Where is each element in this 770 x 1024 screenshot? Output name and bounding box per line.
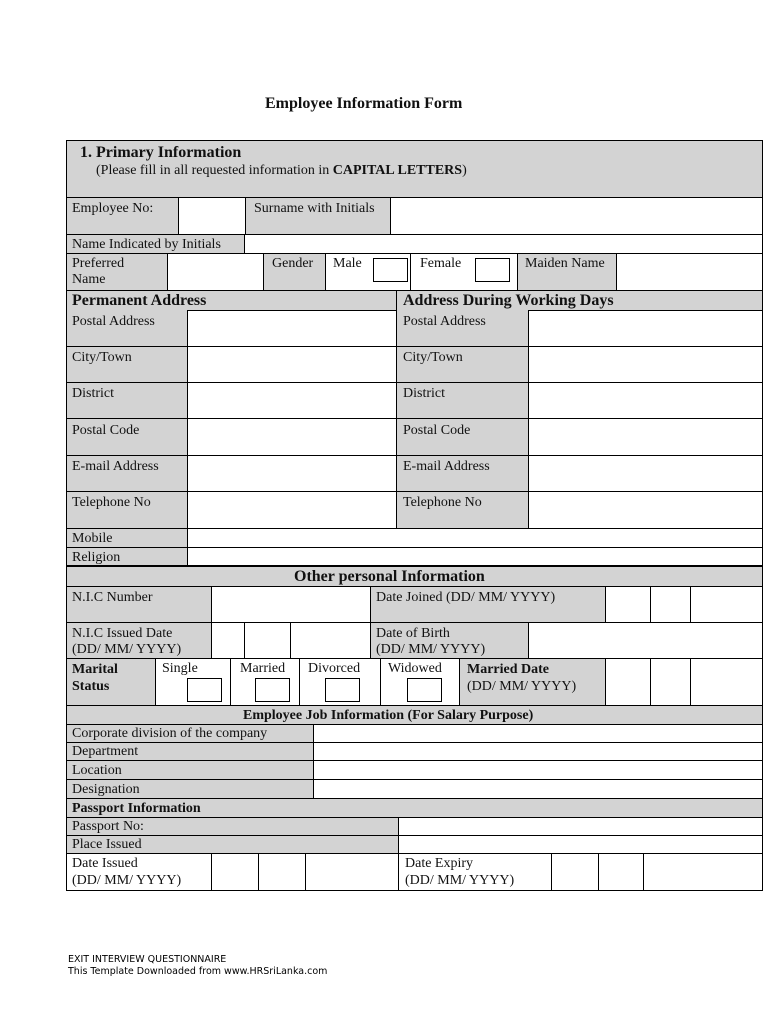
dob-input[interactable]: [528, 622, 763, 659]
single-label: Single: [162, 661, 198, 676]
marital-label-1: Marital: [72, 662, 118, 677]
date-issued-dd[interactable]: [211, 853, 259, 891]
work-telephone-label: Telephone No: [403, 495, 482, 510]
nic-issued-mm[interactable]: [244, 622, 291, 659]
religion-input[interactable]: [187, 547, 763, 566]
dob-label-2: (DD/ MM/ YYYY): [376, 642, 486, 657]
perm-telephone-label: Telephone No: [72, 495, 151, 510]
nic-number-input[interactable]: [211, 586, 371, 623]
date-expiry-mm[interactable]: [598, 853, 644, 891]
employee-no-label: Employee No:: [72, 201, 154, 216]
nic-issued-label-1: N.I.C Issued Date: [72, 626, 173, 641]
footer-line-1: EXIT INTERVIEW QUESTIONNAIRE: [68, 954, 227, 965]
date-expiry-label-2: (DD/ MM/ YYYY): [405, 873, 515, 888]
preferred-name-label-1: Preferred: [72, 256, 125, 271]
nic-number-label: N.I.C Number: [72, 590, 153, 605]
working-address-heading: Address During Working Days: [403, 292, 614, 309]
department-input[interactable]: [313, 742, 763, 761]
nic-issued-yyyy[interactable]: [290, 622, 371, 659]
married-date-yyyy[interactable]: [690, 658, 763, 706]
marital-label-2: Status: [72, 679, 110, 694]
date-joined-yyyy[interactable]: [690, 586, 763, 623]
married-date-label-1: Married Date: [467, 662, 550, 677]
religion-label: Religion: [72, 550, 121, 565]
perm-district-label: District: [72, 386, 114, 401]
work-email-label: E-mail Address: [403, 459, 490, 474]
place-issued-input[interactable]: [398, 835, 763, 854]
work-city-label: City/Town: [403, 350, 463, 365]
nic-issued-label-2: (DD/ MM/ YYYY): [72, 642, 182, 657]
preferred-name-input[interactable]: [167, 253, 264, 291]
personal-info-heading: Other personal Information: [294, 568, 485, 585]
date-issued-label-1: Date Issued: [72, 856, 138, 871]
perm-city-label: City/Town: [72, 350, 132, 365]
maiden-name-input[interactable]: [616, 253, 763, 291]
date-issued-label-2: (DD/ MM/ YYYY): [72, 873, 182, 888]
perm-postal-code-input[interactable]: [187, 418, 397, 456]
single-checkbox[interactable]: [187, 678, 222, 702]
work-district-input[interactable]: [528, 382, 763, 419]
corporate-division-label: Corporate division of the company: [72, 726, 268, 741]
designation-input[interactable]: [313, 779, 763, 799]
female-label: Female: [420, 256, 462, 271]
date-joined-label: Date Joined (DD/ MM/ YYYY): [376, 590, 556, 605]
male-checkbox[interactable]: [373, 258, 408, 282]
work-postal-address-input[interactable]: [528, 310, 763, 347]
female-checkbox[interactable]: [475, 258, 510, 282]
married-date-label-2: (DD/ MM/ YYYY): [467, 679, 577, 694]
perm-email-label: E-mail Address: [72, 459, 159, 474]
surname-label: Surname with Initials: [254, 201, 375, 216]
location-label: Location: [72, 763, 122, 778]
form-title: Employee Information Form: [265, 95, 463, 112]
date-expiry-label-1: Date Expiry: [405, 856, 474, 871]
perm-telephone-input[interactable]: [187, 491, 397, 529]
date-issued-yyyy[interactable]: [305, 853, 399, 891]
male-label: Male: [333, 256, 362, 271]
preferred-name-label-2: Name: [72, 272, 106, 287]
work-email-input[interactable]: [528, 455, 763, 492]
perm-email-input[interactable]: [187, 455, 397, 492]
location-input[interactable]: [313, 760, 763, 780]
married-date-mm[interactable]: [650, 658, 691, 706]
gender-label: Gender: [272, 256, 314, 271]
perm-district-input[interactable]: [187, 382, 397, 419]
primary-info-heading: 1. Primary Information: [80, 144, 242, 161]
primary-info-instruction: (Please fill in all requested information in CAPITAL LETTERS): [96, 163, 467, 178]
date-expiry-dd[interactable]: [551, 853, 599, 891]
designation-label: Designation: [72, 782, 140, 797]
mobile-input[interactable]: [187, 528, 763, 548]
surname-input[interactable]: [390, 197, 763, 235]
work-postal-address-label: Postal Address: [403, 314, 486, 329]
married-date-dd[interactable]: [605, 658, 651, 706]
married-label: Married: [240, 661, 286, 676]
work-postal-code-input[interactable]: [528, 418, 763, 456]
married-checkbox[interactable]: [255, 678, 290, 702]
footer-line-2: This Template Downloaded from www.HRSriLanka.com: [68, 966, 328, 977]
work-district-label: District: [403, 386, 445, 401]
department-label: Department: [72, 744, 139, 759]
passport-no-label: Passport No:: [72, 819, 144, 834]
corporate-division-input[interactable]: [313, 724, 763, 743]
widowed-checkbox[interactable]: [407, 678, 442, 702]
work-postal-code-label: Postal Code: [403, 423, 471, 438]
passport-info-heading: Passport Information: [72, 801, 201, 816]
perm-postal-address-label: Postal Address: [72, 314, 155, 329]
dob-label-1: Date of Birth: [376, 626, 450, 641]
date-issued-mm[interactable]: [258, 853, 306, 891]
date-expiry-yyyy[interactable]: [643, 853, 763, 891]
perm-city-input[interactable]: [187, 346, 397, 383]
name-initials-input[interactable]: [244, 234, 763, 254]
date-joined-mm[interactable]: [650, 586, 691, 623]
nic-issued-dd[interactable]: [211, 622, 245, 659]
permanent-address-heading: Permanent Address: [72, 292, 207, 309]
divorced-label: Divorced: [308, 661, 361, 676]
widowed-label: Widowed: [388, 661, 442, 676]
perm-postal-code-label: Postal Code: [72, 423, 140, 438]
job-info-heading: Employee Job Information (For Salary Purpose): [243, 708, 534, 723]
maiden-name-label: Maiden Name: [525, 256, 605, 271]
divorced-checkbox[interactable]: [325, 678, 360, 702]
employee-no-input[interactable]: [178, 197, 246, 235]
passport-no-input[interactable]: [398, 817, 763, 836]
work-city-input[interactable]: [528, 346, 763, 383]
date-joined-dd[interactable]: [605, 586, 651, 623]
name-initials-label: Name Indicated by Initials: [72, 237, 221, 252]
perm-postal-address-input[interactable]: [187, 310, 397, 347]
work-telephone-input[interactable]: [528, 491, 763, 529]
mobile-label: Mobile: [72, 531, 113, 546]
place-issued-label: Place Issued: [72, 837, 142, 852]
